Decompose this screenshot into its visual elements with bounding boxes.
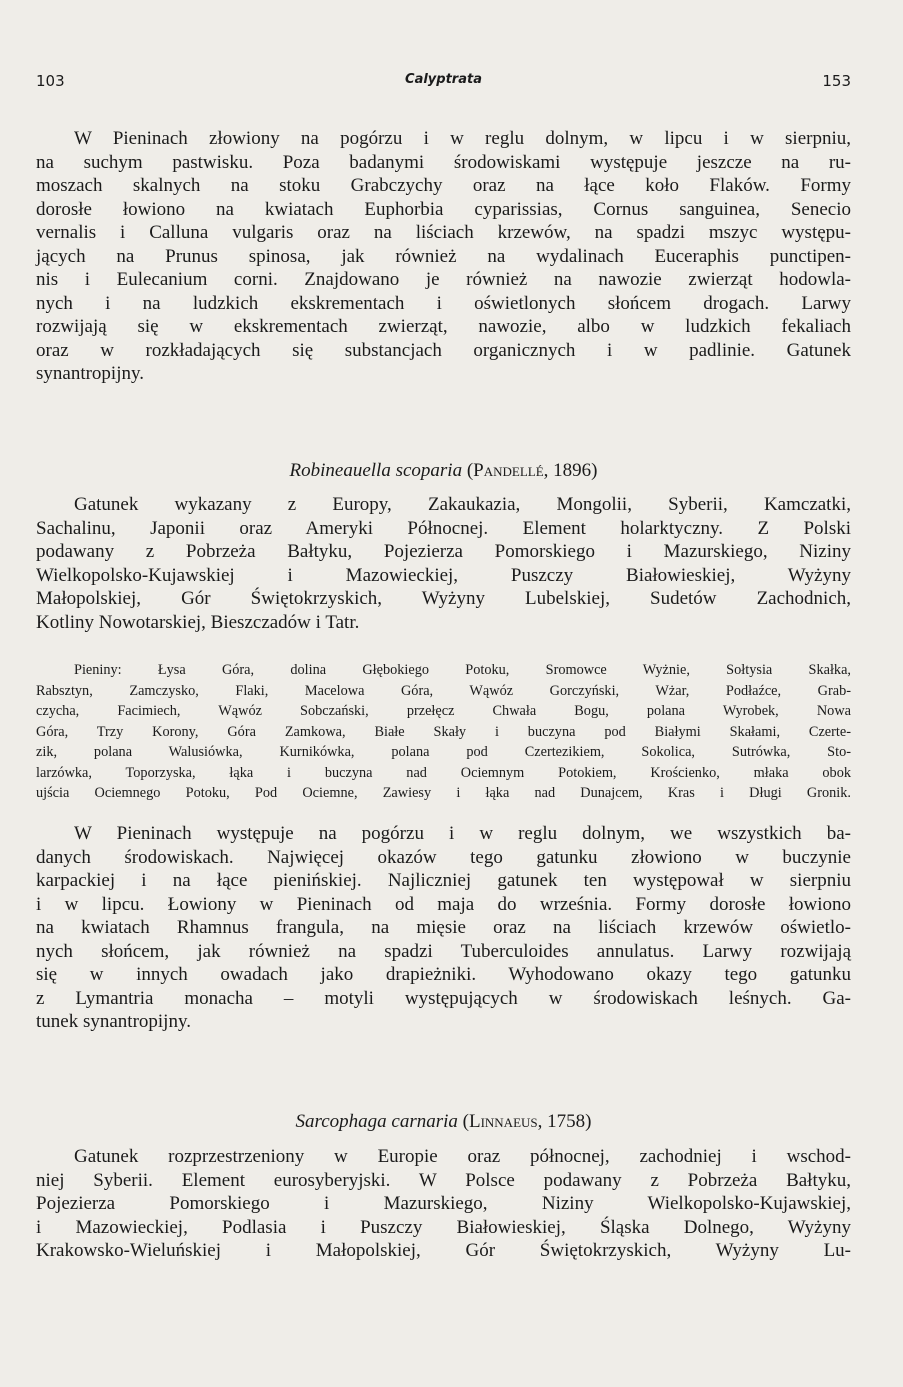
text-line: W Pieninach złowiony na pogórzu i w reglu dolnym, w lipcu i w sierpniu, — [74, 128, 851, 149]
species-name: Sarcophaga carnaria — [295, 1111, 458, 1132]
text-line: tunek synantropijny. — [36, 1011, 191, 1032]
text-line: się w innych owadach jako drapieżniki. Wyhodowano okazy tego gatunku — [36, 964, 851, 985]
species-author: Pandellé — [473, 460, 544, 481]
text-line: na suchym pastwisku. Poza badanymi środowiskami występuje jeszcze na ru- — [36, 151, 851, 173]
page-header — [36, 72, 851, 96]
text-line: Wielkopolsko-Kujawskiej i Mazowieckiej, Puszczy Białowieskiej, Wyżyny — [36, 564, 851, 586]
text-line: Małopolskiej, Gór Świętokrzyskich, Wyżyny Lubelskiej, Sudetów Zachodnich, — [36, 588, 851, 609]
text-line: Gatunek rozprzestrzeniony w Europie oraz północnej, zachodniej i wschod- — [74, 1146, 851, 1167]
localities-list — [36, 660, 851, 804]
page-number-left: 103 — [36, 72, 65, 90]
species-name: Robineauella scoparia — [289, 460, 463, 481]
text-line: i w lipcu. Łowiony w Pieninach od maja do września. Formy dorosłe łowiono — [36, 893, 851, 915]
text-line: synantropijny. — [36, 363, 145, 384]
text-line: ujścia Ociemnego Potoku, Pod Ociemne, Zawiesy i łąka nad Dunajcem, Kras i Długi Gronik. — [36, 785, 851, 801]
text-line: Kotliny Nowotarskiej, Bieszczadów i Tatr. — [36, 611, 360, 633]
text-line: na kwiatach Rhamnus frangula, na mięsie oraz na liściach krzewów oświetlo- — [36, 917, 851, 938]
text-line: z Lymantria monacha – motyli występujących w środowiskach leśnych. Ga- — [36, 987, 851, 1009]
text-line: danych środowiskach. Najwięcej okazów tego gatunku złowiono w buczynie — [36, 846, 851, 868]
text-line: Krakowsko-Wieluńskiej i Małopolskiej, Gór Świętokrzyskich, Wyżyny Lu- — [36, 1240, 851, 1261]
text-line: Gatunek wykazany z Europy, Zakaukazia, Mongolii, Syberii, Kamczatki, — [74, 494, 851, 515]
text-line: W Pieninach występuje na pogórzu i w reglu dolnym, we wszystkich ba- — [74, 823, 851, 844]
species-year: , 1758) — [537, 1111, 592, 1132]
species-author: Linnaeus — [468, 1111, 538, 1132]
text-line: i Mazowieckiej, Podlasia i Puszczy Białowieskiej, Śląska Dolnego, Wyżyny — [36, 1216, 851, 1238]
species-year: , 1896) — [543, 460, 598, 481]
text-line: Pieniny: Łysa Góra, dolina Głębokiego Potoku, Sromowce Wyżnie, Sołtysia Skałka, — [74, 662, 851, 678]
species-heading-1: Robineauella scoparia (Pandellé, 1896) — [289, 460, 598, 481]
running-title: Calyptrata — [405, 72, 482, 87]
text-line: Sachalinu, Japonii oraz Ameryki Północnej. Element holarktyczny. Z Polski — [36, 517, 851, 539]
page-number-right: 153 — [822, 72, 851, 90]
text-line: nych słońcem, jak również na spadzi Tuberculoides annulatus. Larwy rozwijają — [36, 940, 851, 962]
text-line: jących na Prunus spinosa, jak również na wydalinach Euceraphis punctipen- — [36, 245, 851, 267]
text-line: dorosłe łowiono na kwiatach Euphorbia cyparissias, Cornus sanguinea, Senecio — [36, 198, 851, 220]
text-line: nis i Eulecanium corni. Znajdowano je również na nawozie zwierząt hodowla- — [36, 269, 851, 290]
text-line: moszach skalnych na stoku Grabczychy oraz na łące koło Flaków. Formy — [36, 175, 851, 196]
text-line: oraz w rozkładających się substancjach organicznych i w padlinie. Gatunek — [36, 339, 851, 361]
species-heading-2: Sarcophaga carnaria (Linnaeus, 1758) — [295, 1111, 592, 1132]
text-line: zik, polana Walusiówka, Kurnikówka, polana pod Czertezikiem, Sokolica, Sutrówka, Sto- — [36, 744, 851, 760]
paragraph-1 — [36, 127, 851, 386]
text-line: czycha, Facimiech, Wąwóz Sobczański, przełęcz Chwała Bogu, polana Wyrobek, Nowa — [36, 703, 851, 719]
paragraph-3 — [36, 822, 851, 1034]
text-line: vernalis i Calluna vulgaris oraz na liściach krzewów, na spadzi mszyc występu- — [36, 222, 851, 243]
paragraph-4 — [36, 1145, 851, 1263]
text-line: larzówka, Toporzyska, łąka i buczyna nad Ociemnym Potokiem, Krościenko, młaka obok — [36, 764, 851, 781]
text-line: niej Syberii. Element eurosyberyjski. W Polsce podawany z Pobrzeża Bałtyku, — [36, 1169, 851, 1191]
text-line: Rabsztyn, Zamczysko, Flaki, Macelowa Góra, Wąwóz Gorczyński, Wżar, Podłaźce, Grab- — [36, 682, 851, 699]
text-line: Góra, Trzy Korony, Góra Zamkowa, Białe Skały i buczyna pod Białymi Skałami, Czerte- — [36, 723, 851, 740]
paragraph-2 — [36, 493, 851, 634]
text-line: rozwijają się w ekskrementach zwierząt, nawozie, albo w ludzkich fekaliach — [36, 316, 851, 337]
text-line: nych i na ludzkich ekskrementach i oświetlonych słońcem drogach. Larwy — [36, 292, 851, 314]
text-line: Pojezierza Pomorskiego i Mazurskiego, Niziny Wielkopolsko-Kujawskiej, — [36, 1193, 851, 1214]
text-line: karpackiej i na łące pienińskiej. Najliczniej gatunek ten występował w sierpniu — [36, 870, 851, 891]
text-line: podawany z Pobrzeża Bałtyku, Pojezierza Pomorskiego i Mazurskiego, Niziny — [36, 541, 851, 562]
